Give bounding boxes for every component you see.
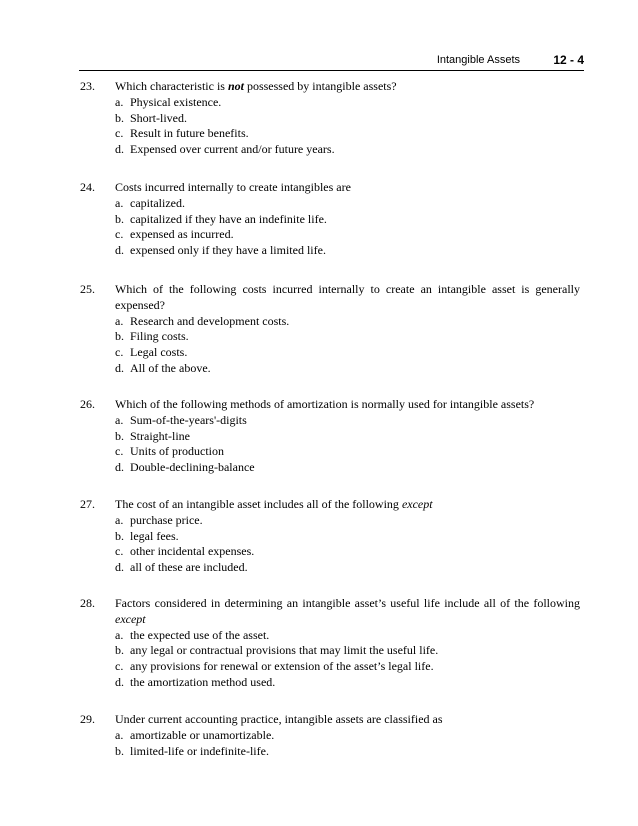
question-26 [80,397,580,476]
option: d. the amortization method used. [115,674,276,689]
option: b. Short-lived. [115,110,187,125]
emphasis-text: except [115,611,146,626]
option: a. amortizable or unamortizable. [115,727,275,742]
option: b. capitalized if they have an indefinite life. [115,211,327,226]
question-25 [80,282,580,377]
question-stem: The cost of an intangible asset includes all of the following except [115,497,433,511]
question-number: 28. [80,596,95,610]
option-list [115,513,580,576]
option-list [115,413,580,476]
question-29 [80,712,580,759]
question-number: 27. [80,497,95,511]
question-28 [80,596,580,691]
option: a. Research and development costs. [115,313,290,328]
option: a. Sum-of-the-years'-digits [115,412,247,427]
question-24 [80,180,580,259]
question-stem: Which of the following methods of amortization is normally used for intangible assets? [115,397,535,411]
question-number: 24. [80,180,95,194]
question-number: 29. [80,712,95,726]
question-stem: Costs incurred internally to create intangibles are [115,180,351,194]
option: b. limited-life or indefinite-life. [115,743,269,758]
question-stem: Which characteristic is not possessed by intangible assets? [115,79,397,93]
chapter-title: Intangible Assets [436,54,520,66]
question-number: 25. [80,282,95,296]
question-number: 23. [80,79,95,93]
question-23 [80,79,580,158]
option: c. Result in future benefits. [115,126,249,141]
option: c. other incidental expenses. [115,544,255,559]
option: d. Expensed over current and/or future years. [115,142,335,157]
question-stem: Which of the following costs incurred internally to create an intangible asset is generally expensed? [115,282,580,312]
question-27 [80,497,580,576]
option-list [115,728,580,760]
question-number: 26. [80,397,95,411]
option: d. all of these are included. [115,560,248,575]
option: b. Filing costs. [115,329,189,344]
page-number: 12 - 4 [553,53,584,67]
option-list [115,628,580,691]
option: b. legal fees. [115,528,179,543]
option: d. Double-declining-balance [115,460,255,475]
option: d. All of the above. [115,360,211,375]
question-stem: Factors considered in determining an intangible asset’s useful life include all of the following except [115,596,580,626]
option: d. expensed only if they have a limited life. [115,243,326,258]
page-header [79,52,584,71]
option-list [115,314,580,377]
option: a. capitalized. [115,195,185,210]
option-list [115,95,580,158]
option: c. expensed as incurred. [115,227,234,242]
option: a. Physical existence. [115,94,222,109]
option: c. Units of production [115,444,224,459]
emphasis-text: except [401,497,433,511]
option: a. purchase price. [115,512,203,527]
option: c. Legal costs. [115,345,188,360]
option: a. the expected use of the asset. [115,627,270,642]
option: c. any provisions for renewal or extension of the asset’s legal life. [115,659,434,674]
option-list [115,196,580,259]
question-stem: Under current accounting practice, intangible assets are classified as [115,712,443,726]
option: b. Straight-line [115,428,190,443]
emphasis-text: not [227,79,244,93]
option: b. any legal or contractual provisions that may limit the useful life. [115,643,439,658]
